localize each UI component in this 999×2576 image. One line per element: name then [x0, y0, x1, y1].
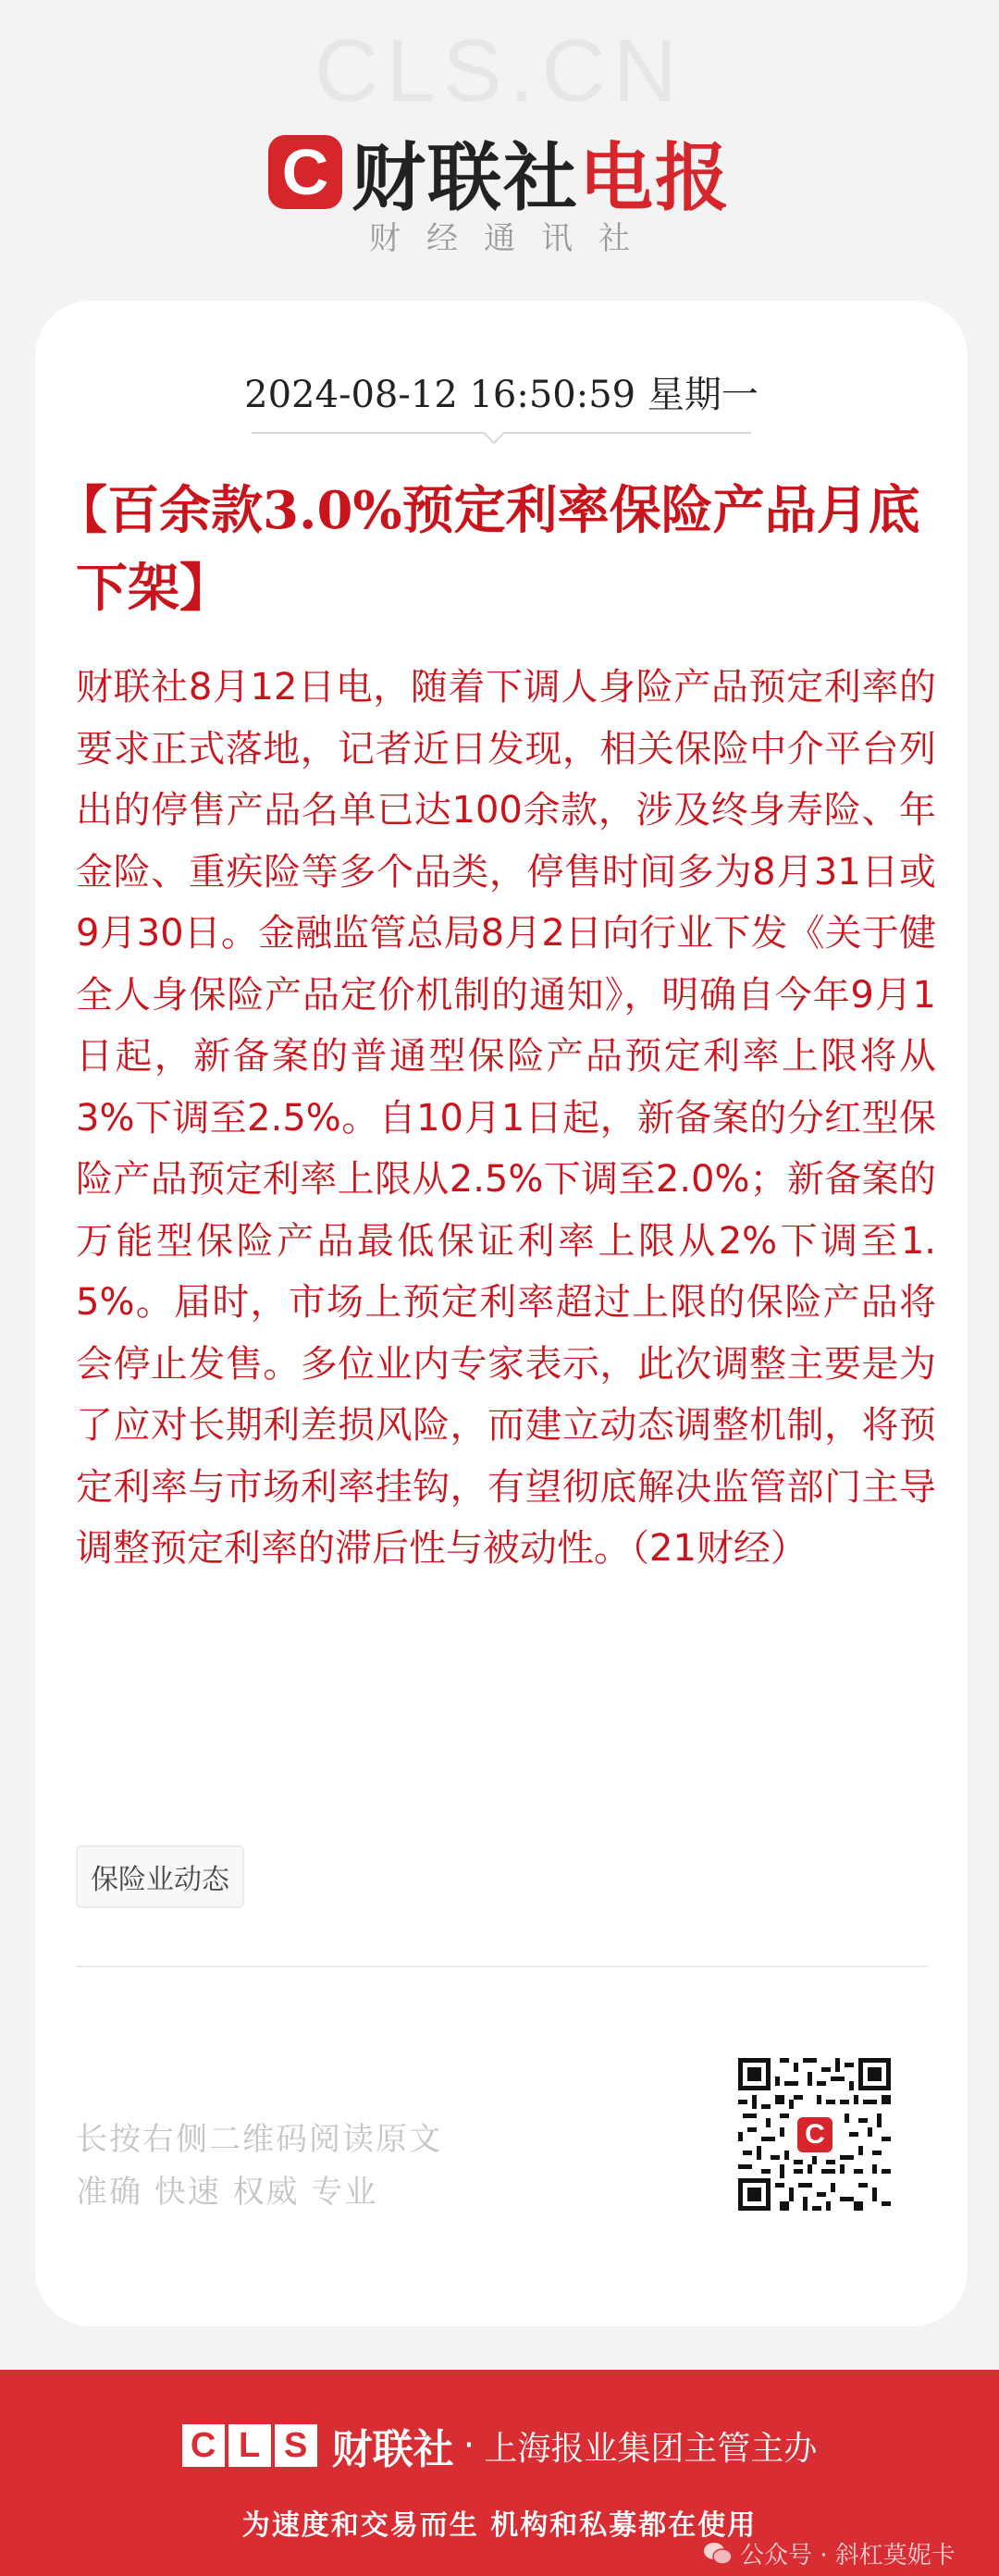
wechat-credit: [703, 2536, 956, 2570]
article-card: [35, 301, 968, 2326]
header-subtitle: 财经通讯社: [369, 220, 656, 257]
qr-code[interactable]: [738, 2058, 891, 2211]
cls-letter-c: C: [182, 2424, 225, 2467]
logo-mark-letter: C: [281, 135, 329, 208]
watermark-text: CLS.CN: [314, 21, 685, 120]
logo: [0, 118, 999, 225]
logo-mark-icon: [268, 135, 342, 209]
promo-slogan: 准确 快速 权威 专业: [76, 2174, 378, 2211]
logo-text-telegraph: 电报: [579, 135, 731, 221]
footer-slogan: 为速度和交易而生 机构和私募都在使用: [241, 2509, 758, 2542]
article-datetime: 2024-08-12 16:50:59 星期一: [244, 374, 758, 416]
datetime-notch: [484, 424, 505, 445]
header: [0, 0, 999, 296]
logo-text-brand: 财联社: [352, 135, 579, 221]
promo-read-original: 长按右侧二维码阅读原文: [76, 2121, 442, 2158]
footer-brand: 财联社: [331, 2426, 454, 2473]
footer-separator: ·: [462, 2424, 475, 2467]
footer-organization: 上海报业集团主管主办: [484, 2429, 818, 2468]
article-headline: 【百余款3.0%预定利率保险产品月底下架】: [56, 480, 920, 619]
wechat-icon: [703, 2542, 733, 2566]
article-tag[interactable]: 保险业动态: [76, 1845, 244, 1908]
qr-logo-icon: [794, 2114, 836, 2156]
cls-letter-s: S: [275, 2424, 317, 2467]
article-body: 财联社8月12日电，随着下调人身险产品预定利率的要求正式落地，记者近日发现，相关保险中介平台列出的停售产品名单已达100余款，涉及终身寿险、年金险、重疾险等多个品类，停售时间多为8月31日或9月30日。金融监管总局8月2日向行业下发《关于健全人身保险产品定价机制的通知》，明确自今年9月1日起，新备案的普通型保险产品预定利率上限将从3%下调至2.5%。自10月1日起，新备案的分红型保险产品预定利率上限从2.5%下调至2.0%；新备案的万能型保险产品最低保证利率上限从2%下调至1.5%。届时，市场上预定利率超过上限的保险产品将会停止发售。多位业内专家表示，此次调整主要是为了应对长期利差损风险，而建立动态调整机制，将预定利率与市场利率挂钩，有望彻底解决监管部门主导调整预定利率的滞后性与被动性。（21财经）: [76, 666, 936, 1570]
qr-logo-letter: C: [805, 2119, 825, 2150]
cls-letter-l: L: [228, 2424, 271, 2467]
cls-logo: [182, 2424, 321, 2467]
card-divider: [76, 1966, 929, 1967]
wechat-credit-text: 公众号 · 斜杠莫妮卡: [740, 2542, 956, 2570]
footer-logo: [0, 2416, 999, 2475]
